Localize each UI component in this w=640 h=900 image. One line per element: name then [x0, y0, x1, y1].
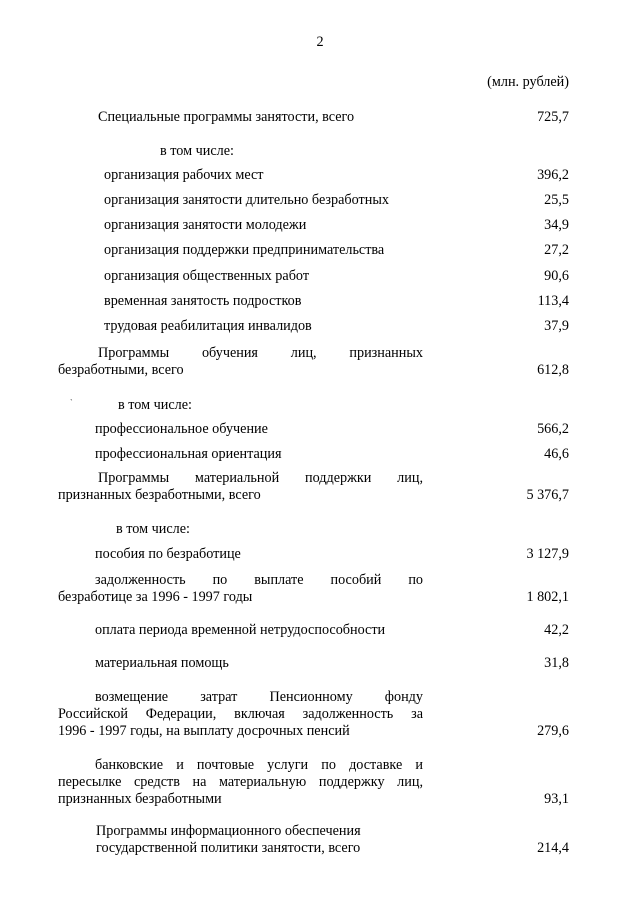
bank-line3: признанных безработными	[58, 791, 222, 807]
pension-line2: Российской Федерации, включая задолженность за	[58, 706, 423, 722]
pension-line3: 1996 - 1997 годы, на выплату досрочных пенсий	[58, 723, 350, 739]
bank-line2: пересылке средств на материальную поддержку лиц,	[58, 774, 423, 790]
training-item-value: 566,2	[537, 421, 569, 437]
debt-line2: безработице за 1996 - 1997 годы	[58, 589, 253, 605]
special-item-label: временная занятость подростков	[104, 293, 302, 309]
scan-speck: `	[70, 398, 73, 407]
material-aid-value: 31,8	[544, 655, 569, 671]
special-item-value: 25,5	[544, 192, 569, 208]
special-item-value: 396,2	[537, 167, 569, 183]
material-title-line2: признанных безработными, всего	[58, 487, 261, 503]
training-total: 612,8	[537, 362, 569, 378]
sick-leave-label: оплата периода временной нетрудоспособности	[95, 622, 386, 638]
pension-value: 279,6	[537, 723, 569, 739]
training-item-label: профессиональное обучение	[95, 421, 268, 437]
info-total: 214,4	[537, 840, 569, 856]
special-item-label: организация общественных работ	[104, 268, 310, 284]
training-title-line2: безработными, всего	[58, 362, 184, 378]
material-title-line1: Программы материальной поддержки лиц,	[98, 470, 423, 486]
special-item-value: 90,6	[544, 268, 569, 284]
material-aid-label: материальная помощь	[95, 655, 229, 671]
special-item-value: 34,9	[544, 217, 569, 233]
page-number: 2	[316, 34, 324, 50]
benefits-value: 3 127,9	[526, 546, 569, 562]
sick-leave-value: 42,2	[544, 622, 569, 638]
training-title-line1: Программы обучения лиц, признанных	[98, 345, 423, 361]
training-item-value: 46,6	[544, 446, 569, 462]
special-item-value: 37,9	[544, 318, 569, 334]
info-title-line2: государственной политики занятости, всего	[96, 840, 361, 856]
benefits-label: пособия по безработице	[95, 546, 241, 562]
material-total: 5 376,7	[526, 487, 569, 503]
special-item-value: 113,4	[537, 293, 569, 309]
special-item-value: 27,2	[544, 242, 569, 258]
training-item-label: профессиональная ориентация	[95, 446, 282, 462]
special-item-label: организация занятости молодежи	[104, 217, 307, 233]
special-item-label: организация поддержки предпринимательства	[104, 242, 385, 258]
units-label: (млн. рублей)	[487, 74, 569, 90]
bank-value: 93,1	[544, 791, 569, 807]
special-programs-title: Специальные программы занятости, всего	[98, 109, 355, 125]
special-programs-total: 725,7	[537, 109, 569, 125]
material-incl-label: в том числе:	[116, 521, 190, 537]
debt-line1: задолженность по выплате пособий по	[95, 572, 423, 588]
debt-value: 1 802,1	[526, 589, 569, 605]
training-incl-label: в том числе:	[118, 397, 192, 413]
info-title-line1: Программы информационного обеспечения	[96, 823, 361, 839]
special-item-label: трудовая реабилитация инвалидов	[104, 318, 312, 334]
special-incl-label: в том числе:	[160, 143, 234, 159]
bank-line1: банковские и почтовые услуги по доставке и	[95, 757, 423, 773]
special-item-label: организация рабочих мест	[104, 167, 264, 183]
pension-line1: возмещение затрат Пенсионному фонду	[95, 689, 423, 705]
special-item-label: организация занятости длительно безработных	[104, 192, 389, 208]
